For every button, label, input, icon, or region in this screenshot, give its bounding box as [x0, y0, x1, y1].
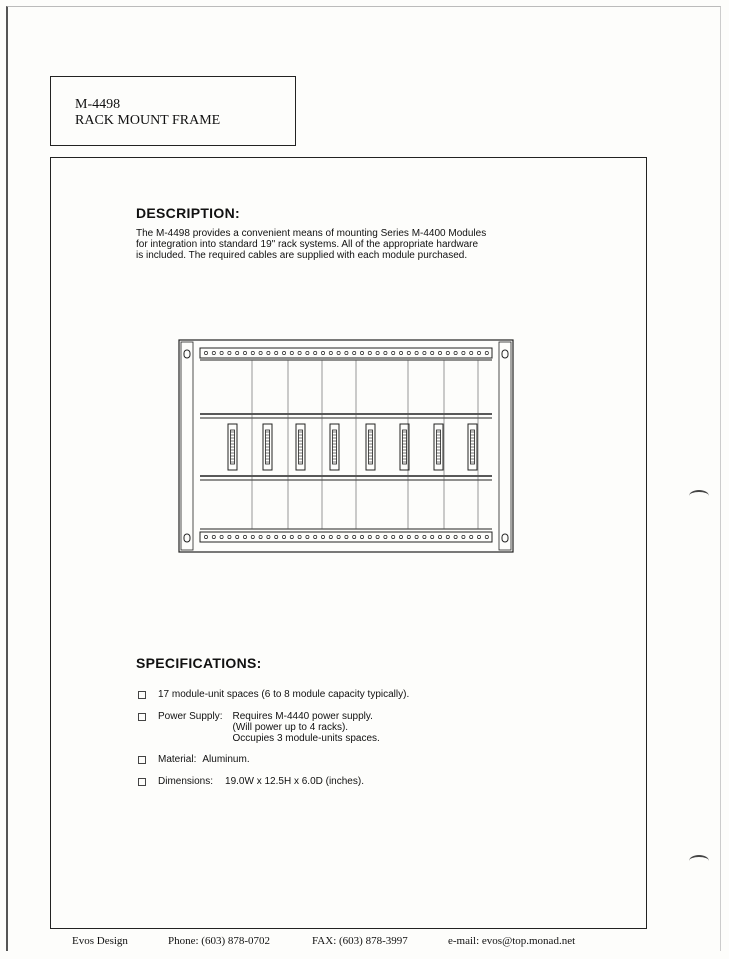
model-number: M-4498: [75, 97, 121, 112]
rail-hole: [415, 535, 418, 538]
rack-diagram: [178, 338, 514, 554]
module-connector: [434, 424, 443, 470]
module-connector: [263, 424, 272, 470]
spec-line: Requires M-4440 power supply.: [232, 711, 373, 722]
rail-hole: [368, 535, 371, 538]
rail-hole: [345, 535, 348, 538]
rail-hole: [228, 351, 231, 354]
rail-hole: [384, 351, 387, 354]
rail-hole: [204, 351, 207, 354]
rail-hole: [392, 351, 395, 354]
rail-hole: [415, 351, 418, 354]
rail-hole: [462, 351, 465, 354]
rail-hole: [314, 535, 317, 538]
module-connector: [366, 424, 375, 470]
rail-hole: [321, 351, 324, 354]
rail-hole: [392, 535, 395, 538]
footer: [0, 935, 729, 951]
rail-hole: [251, 535, 254, 538]
rail-hole: [368, 351, 371, 354]
spec-value: 19.0W x 12.5H x 6.0D (inches).: [225, 776, 364, 787]
rail-hole: [438, 535, 441, 538]
rail-hole: [243, 351, 246, 354]
rail-hole: [267, 351, 270, 354]
checkbox-bullet: [138, 713, 146, 721]
rail-hole: [407, 351, 410, 354]
punch-hole: [689, 490, 709, 502]
rail-hole: [353, 535, 356, 538]
checkbox-bullet: [138, 691, 146, 699]
rail-hole: [470, 535, 473, 538]
rail-hole: [360, 351, 363, 354]
rail-hole: [399, 351, 402, 354]
rail-hole: [321, 535, 324, 538]
rail-hole: [212, 351, 215, 354]
description-text: [136, 228, 566, 261]
rail-hole: [337, 351, 340, 354]
spec-label: Power Supply:: [158, 711, 223, 722]
spec-line: Occupies 3 module-units spaces.: [232, 733, 380, 744]
spec-value: Aluminum.: [202, 754, 250, 765]
rail-hole: [228, 535, 231, 538]
rail-hole: [212, 535, 215, 538]
punch-hole: [689, 855, 709, 867]
email-address: e-mail: evos@top.monad.net: [448, 935, 576, 947]
rail-hole: [290, 351, 293, 354]
rail-hole: [298, 535, 301, 538]
rail-hole: [462, 535, 465, 538]
rail-hole: [345, 351, 348, 354]
specifications-heading: SPECIFICATIONS:: [136, 655, 262, 671]
rail-hole: [282, 351, 285, 354]
rail-hole: [446, 535, 449, 538]
rail-hole: [431, 351, 434, 354]
rail-hole: [236, 535, 239, 538]
module-connector: [400, 424, 409, 470]
spec-line: (Will power up to 4 racks).: [232, 722, 349, 733]
rail-hole: [485, 535, 488, 538]
rail-hole: [329, 535, 332, 538]
fax-number: FAX: (603) 878-3997: [312, 935, 408, 947]
description-line: The M-4498 provides a convenient means of mounting Series M-4400 Modules: [136, 228, 487, 239]
rail-hole: [446, 351, 449, 354]
rail-hole: [259, 535, 262, 538]
rail-hole: [384, 535, 387, 538]
rail-hole: [353, 351, 356, 354]
rail-hole: [423, 535, 426, 538]
module-connector: [296, 424, 305, 470]
product-title: RACK MOUNT FRAME: [75, 113, 221, 128]
rail-hole: [485, 351, 488, 354]
spec-item-dimensions: [138, 776, 364, 787]
rail-hole: [282, 535, 285, 538]
description-heading: DESCRIPTION:: [136, 205, 240, 221]
rail-hole: [290, 535, 293, 538]
rail-hole: [477, 351, 480, 354]
rail-hole: [243, 535, 246, 538]
rail-hole: [477, 535, 480, 538]
checkbox-bullet: [138, 778, 146, 786]
spec-item-power: [138, 711, 380, 744]
rail-hole: [329, 351, 332, 354]
rail-hole: [298, 351, 301, 354]
module-connector: [228, 424, 237, 470]
spec-item-capacity: [138, 689, 409, 700]
spec-label: Dimensions:: [158, 776, 214, 787]
rail-hole: [259, 351, 262, 354]
rail-hole: [438, 351, 441, 354]
description-line: for integration into standard 19" rack systems. All of the appropriate hardware: [136, 239, 479, 250]
rail-hole: [454, 535, 457, 538]
rail-hole: [431, 535, 434, 538]
description-line: is included. The required cables are supplied with each module purchased.: [136, 250, 468, 261]
checkbox-bullet: [138, 756, 146, 764]
rail-hole: [267, 535, 270, 538]
rail-hole: [220, 535, 223, 538]
rail-hole: [306, 351, 309, 354]
rail-hole: [275, 535, 278, 538]
rail-hole: [275, 351, 278, 354]
rail-hole: [470, 351, 473, 354]
rail-hole: [306, 535, 309, 538]
phone-number: Phone: (603) 878-0702: [168, 935, 271, 947]
rail-hole: [204, 535, 207, 538]
rail-hole: [423, 351, 426, 354]
module-connector: [468, 424, 477, 470]
rail-hole: [314, 351, 317, 354]
rail-hole: [337, 535, 340, 538]
rail-hole: [454, 351, 457, 354]
rail-hole: [376, 535, 379, 538]
rail-hole: [220, 351, 223, 354]
spec-label: Material:: [158, 754, 197, 765]
rail-hole: [360, 535, 363, 538]
spec-item-material: [138, 754, 250, 765]
rail-hole: [407, 535, 410, 538]
rail-hole: [251, 351, 254, 354]
rail-hole: [399, 535, 402, 538]
rail-hole: [236, 351, 239, 354]
rail-hole: [376, 351, 379, 354]
company-name: Evos Design: [72, 935, 128, 947]
module-connector: [330, 424, 339, 470]
spec-text: 17 module-unit spaces (6 to 8 module capacity typically).: [158, 689, 410, 700]
title-box: [50, 76, 296, 146]
